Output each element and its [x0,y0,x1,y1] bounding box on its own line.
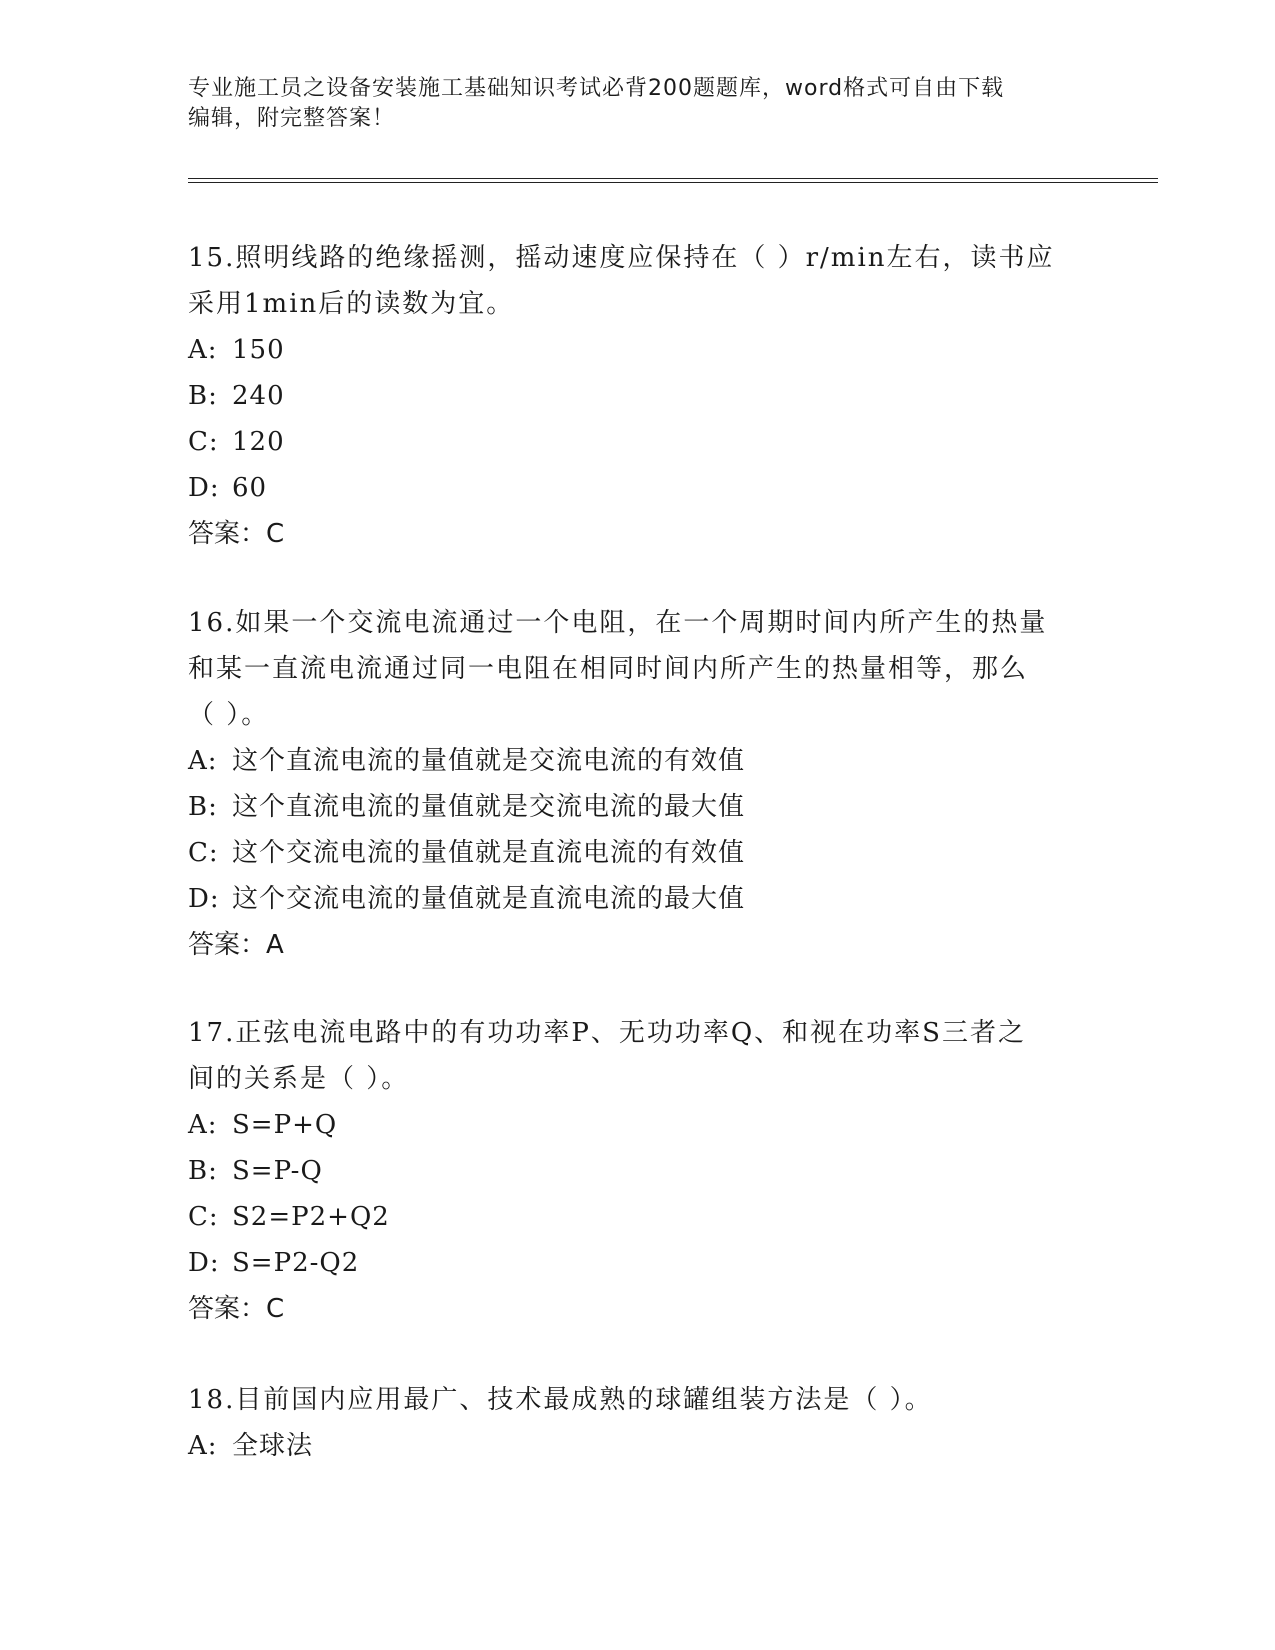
answer: 答案：C [188,519,285,549]
option-text: 60 [232,473,268,503]
option-a [188,1102,1088,1148]
answer: 答案：A [188,930,284,960]
header-title-line1: 专业施工员之设备安装施工基础知识考试必背200题题库，word格式可自由下载 [188,76,1005,101]
option-text: 120 [232,427,285,457]
question-stem-line: 16.如果一个交流电流通过一个电阻，在一个周期时间内所产生的热量 [188,608,1048,638]
option-label: C: [188,427,219,457]
option-text: 这个直流电流的量值就是交流电流的最大值 [232,792,746,822]
question-stem-line: （ ）。 [188,700,270,730]
option-label: B: [188,381,218,411]
option-text: 这个交流电流的量值就是直流电流的最大值 [232,884,746,914]
answer: 答案：C [188,1294,285,1324]
option-label: B: [188,792,218,822]
option-label: A: [188,1431,218,1461]
option-label: C: [188,838,219,868]
question-15 [188,235,1088,557]
option-d [188,876,1088,922]
option-label: D: [188,884,220,914]
question-stem-line: 15.照明线路的绝缘摇测，摇动速度应保持在（ ）r/min左右，读书应 [188,243,1055,273]
header-title-line2: 编辑，附完整答案！ [188,106,396,131]
option-text: 这个直流电流的量值就是交流电流的有效值 [232,746,746,776]
option-text: 这个交流电流的量值就是直流电流的有效值 [232,838,746,868]
question-stem-line: 18.目前国内应用最广、技术最成熟的球罐组装方法是（ ）。 [188,1385,933,1415]
document-header [188,74,1068,134]
option-d [188,465,1088,511]
question-stem-line: 17.正弦电流电路中的有功功率P、无功功率Q、和视在功率S三者之 [188,1018,1026,1048]
question-stem-line: 和某一直流电流通过同一电阻在相同时间内所产生的热量相等，那么 [188,654,1029,684]
header-divider-bottom [188,182,1158,183]
question-18 [188,1377,1088,1469]
option-c [188,419,1088,465]
option-text: S=P+Q [232,1110,338,1140]
header-divider-top [188,178,1158,179]
option-text: S=P2-Q2 [232,1248,360,1278]
option-label: C: [188,1202,219,1232]
option-c [188,1194,1088,1240]
option-text: 240 [232,381,285,411]
question-17 [188,1010,1088,1332]
option-label: A: [188,335,218,365]
option-d [188,1240,1088,1286]
option-b [188,373,1088,419]
option-text: 全球法 [232,1431,314,1461]
option-label: B: [188,1156,218,1186]
option-b [188,784,1088,830]
question-stem-line: 采用1min后的读数为宜。 [188,289,515,319]
option-label: D: [188,1248,220,1278]
option-text: S=P-Q [232,1156,323,1186]
option-a [188,327,1088,373]
option-a [188,738,1088,784]
option-label: A: [188,746,218,776]
option-label: D: [188,473,220,503]
option-c [188,830,1088,876]
option-text: 150 [232,335,285,365]
question-16 [188,600,1088,968]
option-label: A: [188,1110,218,1140]
option-b [188,1148,1088,1194]
question-stem-line: 间的关系是（ ）。 [188,1064,410,1094]
option-a [188,1423,1088,1469]
option-text: S2=P2+Q2 [232,1202,390,1232]
